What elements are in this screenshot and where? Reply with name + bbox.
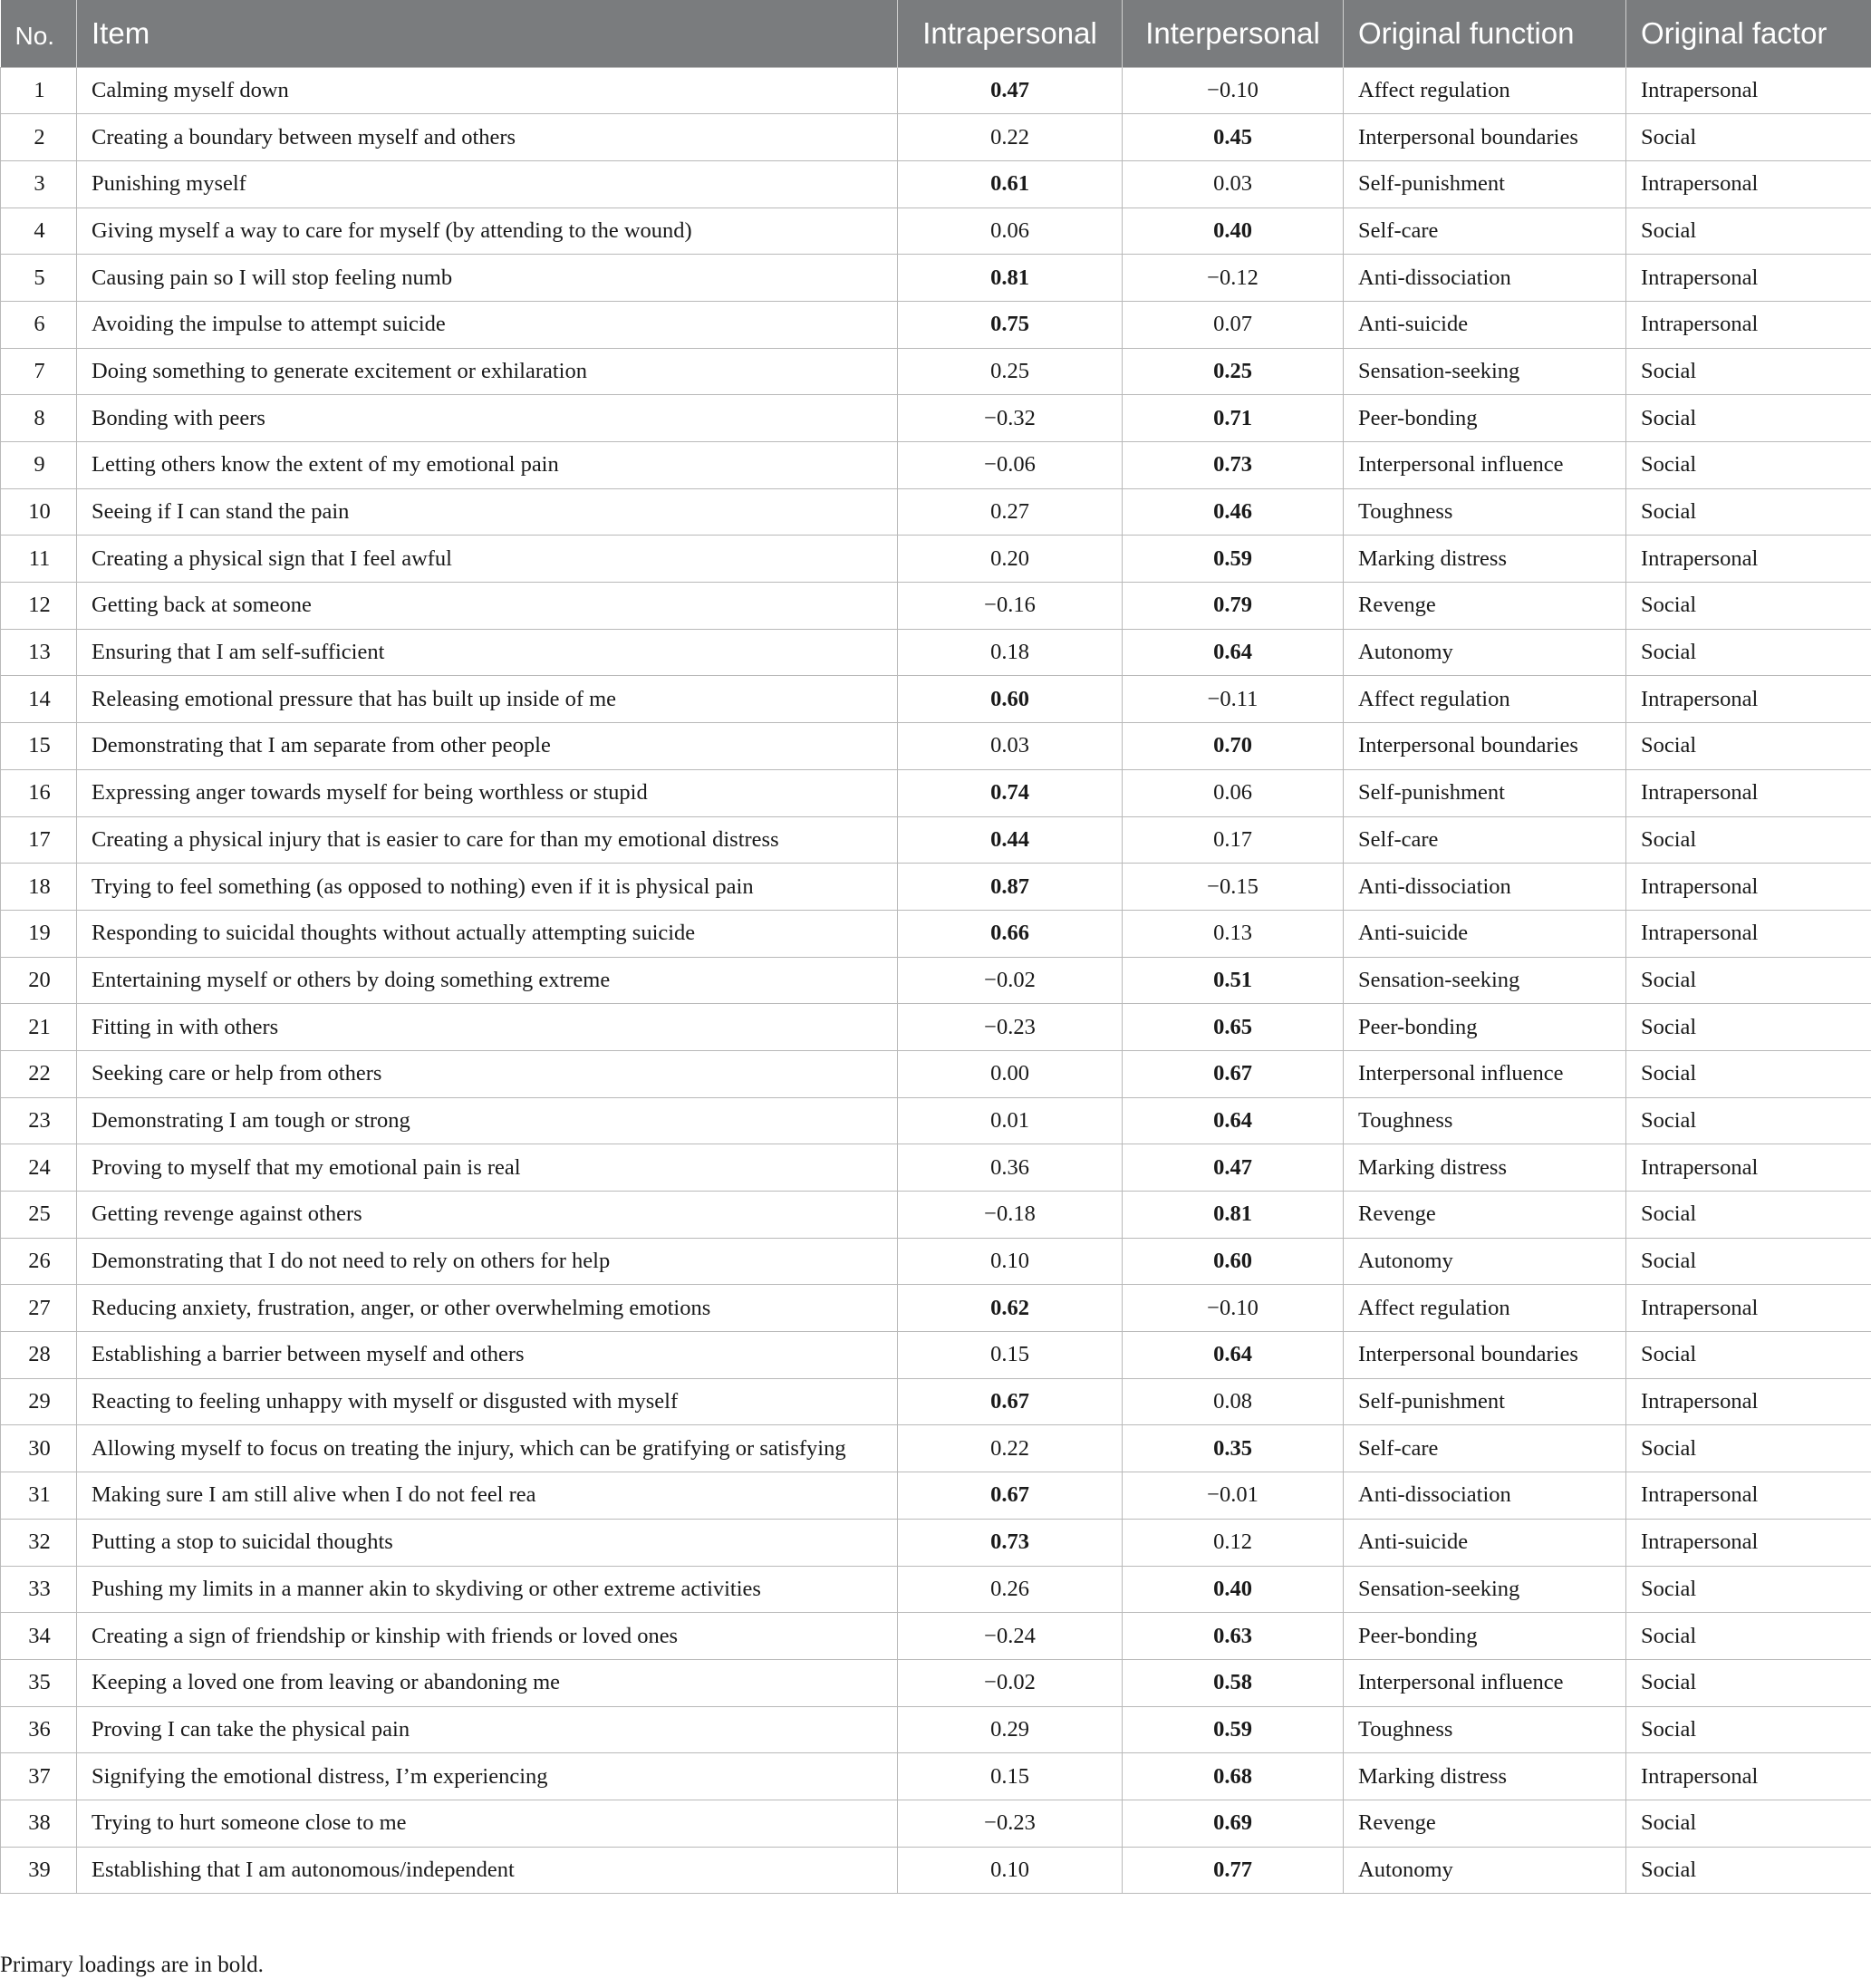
cell-no: 8 — [1, 395, 77, 442]
table-row — [1, 1472, 1871, 1520]
cell-item: Establishing that I am autonomous/independent — [77, 1847, 898, 1894]
cell-intrapersonal-loading: −0.23 — [898, 1004, 1123, 1051]
cell-no: 30 — [1, 1425, 77, 1472]
cell-interpersonal-loading: 0.67 — [1123, 1050, 1344, 1097]
cell-original-function: Interpersonal influence — [1344, 442, 1626, 489]
cell-original-factor: Social — [1626, 583, 1871, 630]
cell-item: Calming myself down — [77, 67, 898, 114]
cell-item: Creating a physical sign that I feel awful — [77, 536, 898, 583]
cell-intrapersonal-loading: 0.29 — [898, 1706, 1123, 1753]
cell-original-factor: Social — [1626, 1706, 1871, 1753]
cell-interpersonal-loading: 0.12 — [1123, 1519, 1344, 1566]
cell-original-function: Anti-dissociation — [1344, 864, 1626, 911]
cell-original-function: Peer-bonding — [1344, 1613, 1626, 1660]
cell-item: Keeping a loved one from leaving or abandoning me — [77, 1659, 898, 1706]
table-row — [1, 255, 1871, 302]
cell-intrapersonal-loading: −0.02 — [898, 957, 1123, 1004]
cell-no: 15 — [1, 723, 77, 770]
cell-original-function: Anti-suicide — [1344, 1519, 1626, 1566]
cell-item: Entertaining myself or others by doing something extreme — [77, 957, 898, 1004]
cell-item: Bonding with peers — [77, 395, 898, 442]
cell-original-factor: Intrapersonal — [1626, 910, 1871, 957]
cell-original-factor: Social — [1626, 723, 1871, 770]
cell-item: Proving to myself that my emotional pain is real — [77, 1144, 898, 1192]
cell-original-factor: Social — [1626, 1004, 1871, 1051]
cell-original-function: Sensation-seeking — [1344, 348, 1626, 395]
cell-interpersonal-loading: −0.12 — [1123, 255, 1344, 302]
cell-original-function: Self-care — [1344, 207, 1626, 255]
cell-intrapersonal-loading: 0.67 — [898, 1472, 1123, 1520]
table-row — [1, 1192, 1871, 1239]
table-row — [1, 488, 1871, 536]
table-row — [1, 583, 1871, 630]
cell-no: 4 — [1, 207, 77, 255]
cell-original-function: Affect regulation — [1344, 1285, 1626, 1332]
table-row — [1, 1659, 1871, 1706]
cell-item: Reducing anxiety, frustration, anger, or other overwhelming emotions — [77, 1285, 898, 1332]
cell-original-function: Interpersonal influence — [1344, 1659, 1626, 1706]
cell-item: Pushing my limits in a manner akin to skydiving or other extreme activities — [77, 1566, 898, 1613]
table-row — [1, 1144, 1871, 1192]
cell-original-function: Toughness — [1344, 1097, 1626, 1144]
cell-original-factor: Intrapersonal — [1626, 301, 1871, 348]
table-row — [1, 1613, 1871, 1660]
cell-interpersonal-loading: 0.45 — [1123, 114, 1344, 161]
cell-no: 35 — [1, 1659, 77, 1706]
cell-intrapersonal-loading: −0.32 — [898, 395, 1123, 442]
cell-original-factor: Intrapersonal — [1626, 67, 1871, 114]
cell-no: 21 — [1, 1004, 77, 1051]
cell-no: 34 — [1, 1613, 77, 1660]
cell-intrapersonal-loading: 0.62 — [898, 1285, 1123, 1332]
cell-original-factor: Intrapersonal — [1626, 160, 1871, 207]
cell-item: Creating a physical injury that is easier to care for than my emotional distress — [77, 816, 898, 864]
cell-no: 37 — [1, 1753, 77, 1800]
cell-no: 22 — [1, 1050, 77, 1097]
cell-item: Releasing emotional pressure that has built up inside of me — [77, 676, 898, 723]
cell-original-factor: Intrapersonal — [1626, 676, 1871, 723]
table-footnote: Primary loadings are in bold. — [0, 1953, 264, 1977]
cell-interpersonal-loading: 0.17 — [1123, 816, 1344, 864]
cell-interpersonal-loading: 0.40 — [1123, 1566, 1344, 1613]
cell-intrapersonal-loading: −0.06 — [898, 442, 1123, 489]
cell-interpersonal-loading: 0.07 — [1123, 301, 1344, 348]
cell-intrapersonal-loading: 0.67 — [898, 1378, 1123, 1425]
cell-original-factor: Social — [1626, 1613, 1871, 1660]
table-row — [1, 536, 1871, 583]
cell-original-factor: Intrapersonal — [1626, 1472, 1871, 1520]
cell-no: 24 — [1, 1144, 77, 1192]
table-row — [1, 1238, 1871, 1285]
cell-no: 6 — [1, 301, 77, 348]
cell-original-function: Anti-suicide — [1344, 301, 1626, 348]
cell-original-factor: Social — [1626, 1050, 1871, 1097]
cell-original-function: Interpersonal influence — [1344, 1050, 1626, 1097]
cell-interpersonal-loading: 0.71 — [1123, 395, 1344, 442]
cell-original-factor: Social — [1626, 395, 1871, 442]
cell-original-function: Marking distress — [1344, 536, 1626, 583]
header-interpersonal: Interpersonal — [1123, 0, 1344, 67]
table-row — [1, 395, 1871, 442]
cell-original-factor: Social — [1626, 1332, 1871, 1379]
cell-item: Allowing myself to focus on treating the injury, which can be gratifying or satisfying — [77, 1425, 898, 1472]
cell-no: 31 — [1, 1472, 77, 1520]
cell-no: 27 — [1, 1285, 77, 1332]
cell-item: Trying to hurt someone close to me — [77, 1800, 898, 1847]
cell-interpersonal-loading: 0.64 — [1123, 629, 1344, 676]
cell-interpersonal-loading: −0.15 — [1123, 864, 1344, 911]
cell-no: 29 — [1, 1378, 77, 1425]
cell-original-function: Anti-suicide — [1344, 910, 1626, 957]
cell-interpersonal-loading: 0.35 — [1123, 1425, 1344, 1472]
table-body — [1, 67, 1871, 1894]
cell-interpersonal-loading: 0.13 — [1123, 910, 1344, 957]
cell-no: 9 — [1, 442, 77, 489]
table-row — [1, 1050, 1871, 1097]
header-item: Item — [77, 0, 898, 67]
cell-original-factor: Intrapersonal — [1626, 1753, 1871, 1800]
table-row — [1, 67, 1871, 114]
cell-intrapersonal-loading: −0.24 — [898, 1613, 1123, 1660]
table-row — [1, 910, 1871, 957]
cell-original-function: Interpersonal boundaries — [1344, 723, 1626, 770]
table-row — [1, 864, 1871, 911]
cell-no: 38 — [1, 1800, 77, 1847]
table-row — [1, 1378, 1871, 1425]
cell-original-factor: Social — [1626, 207, 1871, 255]
cell-no: 32 — [1, 1519, 77, 1566]
cell-original-function: Self-punishment — [1344, 1378, 1626, 1425]
table-row — [1, 301, 1871, 348]
cell-interpersonal-loading: 0.65 — [1123, 1004, 1344, 1051]
cell-no: 25 — [1, 1192, 77, 1239]
cell-interpersonal-loading: 0.64 — [1123, 1097, 1344, 1144]
cell-intrapersonal-loading: 0.22 — [898, 1425, 1123, 1472]
cell-intrapersonal-loading: 0.27 — [898, 488, 1123, 536]
cell-original-function: Anti-dissociation — [1344, 1472, 1626, 1520]
cell-original-function: Marking distress — [1344, 1753, 1626, 1800]
table-row — [1, 1847, 1871, 1894]
cell-item: Responding to suicidal thoughts without actually attempting suicide — [77, 910, 898, 957]
cell-intrapersonal-loading: 0.60 — [898, 676, 1123, 723]
cell-no: 26 — [1, 1238, 77, 1285]
cell-original-factor: Social — [1626, 816, 1871, 864]
cell-intrapersonal-loading: 0.10 — [898, 1847, 1123, 1894]
cell-interpersonal-loading: −0.10 — [1123, 1285, 1344, 1332]
cell-interpersonal-loading: 0.08 — [1123, 1378, 1344, 1425]
cell-original-factor: Social — [1626, 957, 1871, 1004]
cell-interpersonal-loading: 0.68 — [1123, 1753, 1344, 1800]
cell-item: Proving I can take the physical pain — [77, 1706, 898, 1753]
cell-original-factor: Social — [1626, 1566, 1871, 1613]
cell-original-function: Interpersonal boundaries — [1344, 1332, 1626, 1379]
cell-intrapersonal-loading: 0.73 — [898, 1519, 1123, 1566]
cell-item: Seeking care or help from others — [77, 1050, 898, 1097]
cell-original-factor: Social — [1626, 1192, 1871, 1239]
cell-original-factor: Intrapersonal — [1626, 1378, 1871, 1425]
cell-original-function: Marking distress — [1344, 1144, 1626, 1192]
cell-interpersonal-loading: 0.58 — [1123, 1659, 1344, 1706]
table-row — [1, 957, 1871, 1004]
cell-original-function: Self-care — [1344, 1425, 1626, 1472]
cell-intrapersonal-loading: 0.36 — [898, 1144, 1123, 1192]
table-row — [1, 1519, 1871, 1566]
cell-intrapersonal-loading: 0.75 — [898, 301, 1123, 348]
cell-intrapersonal-loading: 0.03 — [898, 723, 1123, 770]
cell-original-factor: Social — [1626, 348, 1871, 395]
cell-interpersonal-loading: −0.10 — [1123, 67, 1344, 114]
cell-original-factor: Social — [1626, 629, 1871, 676]
header-no: No. — [1, 0, 77, 67]
cell-intrapersonal-loading: −0.02 — [898, 1659, 1123, 1706]
table-row — [1, 1425, 1871, 1472]
cell-original-function: Autonomy — [1344, 1238, 1626, 1285]
table-row — [1, 1004, 1871, 1051]
cell-interpersonal-loading: 0.64 — [1123, 1332, 1344, 1379]
table-row — [1, 1753, 1871, 1800]
cell-original-function: Interpersonal boundaries — [1344, 114, 1626, 161]
cell-no: 20 — [1, 957, 77, 1004]
table-row — [1, 442, 1871, 489]
cell-item: Making sure I am still alive when I do not feel rea — [77, 1472, 898, 1520]
cell-interpersonal-loading: 0.77 — [1123, 1847, 1344, 1894]
cell-item: Demonstrating that I do not need to rely on others for help — [77, 1238, 898, 1285]
table-row — [1, 629, 1871, 676]
table-row — [1, 1706, 1871, 1753]
cell-no: 36 — [1, 1706, 77, 1753]
cell-intrapersonal-loading: −0.23 — [898, 1800, 1123, 1847]
table-row — [1, 1285, 1871, 1332]
cell-interpersonal-loading: 0.40 — [1123, 207, 1344, 255]
cell-no: 11 — [1, 536, 77, 583]
cell-item: Putting a stop to suicidal thoughts — [77, 1519, 898, 1566]
cell-original-function: Revenge — [1344, 583, 1626, 630]
cell-original-function: Autonomy — [1344, 629, 1626, 676]
cell-original-function: Affect regulation — [1344, 67, 1626, 114]
cell-interpersonal-loading: −0.01 — [1123, 1472, 1344, 1520]
cell-original-function: Sensation-seeking — [1344, 1566, 1626, 1613]
cell-original-factor: Intrapersonal — [1626, 536, 1871, 583]
cell-no: 13 — [1, 629, 77, 676]
cell-item: Getting back at someone — [77, 583, 898, 630]
cell-no: 33 — [1, 1566, 77, 1613]
cell-item: Doing something to generate excitement or exhilaration — [77, 348, 898, 395]
cell-no: 39 — [1, 1847, 77, 1894]
cell-item: Seeing if I can stand the pain — [77, 488, 898, 536]
cell-intrapersonal-loading: 0.15 — [898, 1332, 1123, 1379]
cell-intrapersonal-loading: 0.18 — [898, 629, 1123, 676]
cell-interpersonal-loading: 0.70 — [1123, 723, 1344, 770]
cell-original-function: Toughness — [1344, 1706, 1626, 1753]
cell-interpersonal-loading: 0.47 — [1123, 1144, 1344, 1192]
cell-original-factor: Social — [1626, 442, 1871, 489]
cell-no: 7 — [1, 348, 77, 395]
cell-item: Establishing a barrier between myself and others — [77, 1332, 898, 1379]
cell-no: 14 — [1, 676, 77, 723]
cell-no: 2 — [1, 114, 77, 161]
table-row — [1, 1800, 1871, 1847]
cell-item: Punishing myself — [77, 160, 898, 207]
cell-original-factor: Intrapersonal — [1626, 769, 1871, 816]
cell-interpersonal-loading: 0.03 — [1123, 160, 1344, 207]
cell-original-function: Self-care — [1344, 816, 1626, 864]
cell-interpersonal-loading: 0.51 — [1123, 957, 1344, 1004]
cell-intrapersonal-loading: 0.10 — [898, 1238, 1123, 1285]
cell-original-function: Affect regulation — [1344, 676, 1626, 723]
cell-interpersonal-loading: 0.81 — [1123, 1192, 1344, 1239]
cell-original-factor: Intrapersonal — [1626, 1285, 1871, 1332]
cell-item: Letting others know the extent of my emotional pain — [77, 442, 898, 489]
cell-no: 28 — [1, 1332, 77, 1379]
cell-original-factor: Social — [1626, 114, 1871, 161]
cell-interpersonal-loading: 0.60 — [1123, 1238, 1344, 1285]
cell-original-function: Anti-dissociation — [1344, 255, 1626, 302]
header-original-factor: Original factor — [1641, 15, 1828, 50]
cell-original-function: Self-punishment — [1344, 160, 1626, 207]
table-row — [1, 207, 1871, 255]
cell-interpersonal-loading: −0.11 — [1123, 676, 1344, 723]
cell-intrapersonal-loading: 0.25 — [898, 348, 1123, 395]
header-intrapersonal: Intrapersonal — [898, 0, 1123, 67]
cell-original-factor: Social — [1626, 1425, 1871, 1472]
cell-original-factor: Social — [1626, 1238, 1871, 1285]
cell-no: 23 — [1, 1097, 77, 1144]
cell-no: 5 — [1, 255, 77, 302]
cell-intrapersonal-loading: 0.20 — [898, 536, 1123, 583]
cell-interpersonal-loading: 0.79 — [1123, 583, 1344, 630]
cell-item: Creating a boundary between myself and others — [77, 114, 898, 161]
cell-intrapersonal-loading: 0.06 — [898, 207, 1123, 255]
cell-original-factor: Social — [1626, 1097, 1871, 1144]
cell-original-factor: Social — [1626, 488, 1871, 536]
cell-intrapersonal-loading: 0.15 — [898, 1753, 1123, 1800]
cell-item: Fitting in with others — [77, 1004, 898, 1051]
cell-original-function: Toughness — [1344, 488, 1626, 536]
cell-original-factor: Intrapersonal — [1626, 255, 1871, 302]
cell-original-factor: Intrapersonal — [1626, 864, 1871, 911]
cell-original-function: Revenge — [1344, 1800, 1626, 1847]
table-row — [1, 160, 1871, 207]
cell-item: Avoiding the impulse to attempt suicide — [77, 301, 898, 348]
cell-no: 10 — [1, 488, 77, 536]
cell-interpersonal-loading: 0.69 — [1123, 1800, 1344, 1847]
cell-original-factor: Intrapersonal — [1626, 1519, 1871, 1566]
cell-intrapersonal-loading: 0.44 — [898, 816, 1123, 864]
cell-no: 17 — [1, 816, 77, 864]
cell-item: Demonstrating that I am separate from other people — [77, 723, 898, 770]
table-row — [1, 816, 1871, 864]
cell-intrapersonal-loading: 0.00 — [898, 1050, 1123, 1097]
cell-no: 1 — [1, 67, 77, 114]
cell-no: 12 — [1, 583, 77, 630]
cell-intrapersonal-loading: 0.47 — [898, 67, 1123, 114]
cell-intrapersonal-loading: 0.22 — [898, 114, 1123, 161]
cell-interpersonal-loading: 0.73 — [1123, 442, 1344, 489]
cell-item: Getting revenge against others — [77, 1192, 898, 1239]
table-row — [1, 1566, 1871, 1613]
cell-interpersonal-loading: 0.06 — [1123, 769, 1344, 816]
cell-item: Causing pain so I will stop feeling numb — [77, 255, 898, 302]
cell-interpersonal-loading: 0.63 — [1123, 1613, 1344, 1660]
cell-original-factor: Social — [1626, 1847, 1871, 1894]
cell-intrapersonal-loading: 0.74 — [898, 769, 1123, 816]
cell-original-function: Peer-bonding — [1344, 395, 1626, 442]
table-row — [1, 723, 1871, 770]
cell-original-factor: Social — [1626, 1659, 1871, 1706]
cell-original-function: Autonomy — [1344, 1847, 1626, 1894]
table-row — [1, 1097, 1871, 1144]
table-header-row — [1, 0, 1871, 67]
cell-original-function: Self-punishment — [1344, 769, 1626, 816]
cell-interpersonal-loading: 0.25 — [1123, 348, 1344, 395]
table-row — [1, 114, 1871, 161]
cell-intrapersonal-loading: 0.26 — [898, 1566, 1123, 1613]
cell-no: 18 — [1, 864, 77, 911]
cell-intrapersonal-loading: 0.01 — [898, 1097, 1123, 1144]
table-row — [1, 1332, 1871, 1379]
cell-intrapersonal-loading: 0.61 — [898, 160, 1123, 207]
cell-interpersonal-loading: 0.59 — [1123, 1706, 1344, 1753]
cell-item: Demonstrating I am tough or strong — [77, 1097, 898, 1144]
table-row — [1, 676, 1871, 723]
cell-item: Trying to feel something (as opposed to nothing) even if it is physical pain — [77, 864, 898, 911]
cell-interpersonal-loading: 0.46 — [1123, 488, 1344, 536]
cell-item: Ensuring that I am self-sufficient — [77, 629, 898, 676]
cell-intrapersonal-loading: 0.81 — [898, 255, 1123, 302]
cell-no: 16 — [1, 769, 77, 816]
cell-item: Giving myself a way to care for myself (by attending to the wound) — [77, 207, 898, 255]
cell-item: Reacting to feeling unhappy with myself or disgusted with myself — [77, 1378, 898, 1425]
cell-intrapersonal-loading: −0.18 — [898, 1192, 1123, 1239]
table-row — [1, 348, 1871, 395]
table-row — [1, 769, 1871, 816]
header-original-function: Original function — [1344, 0, 1626, 67]
cell-no: 19 — [1, 910, 77, 957]
cell-intrapersonal-loading: 0.87 — [898, 864, 1123, 911]
cell-interpersonal-loading: 0.59 — [1123, 536, 1344, 583]
cell-original-function: Revenge — [1344, 1192, 1626, 1239]
cell-original-function: Peer-bonding — [1344, 1004, 1626, 1051]
cell-original-function: Sensation-seeking — [1344, 957, 1626, 1004]
cell-original-factor: Social — [1626, 1800, 1871, 1847]
cell-item: Signifying the emotional distress, I’m experiencing — [77, 1753, 898, 1800]
cell-no: 3 — [1, 160, 77, 207]
cell-original-factor: Intrapersonal — [1626, 1144, 1871, 1192]
cell-intrapersonal-loading: 0.66 — [898, 910, 1123, 957]
cell-item: Creating a sign of friendship or kinship with friends or loved ones — [77, 1613, 898, 1660]
cell-item: Expressing anger towards myself for being worthless or stupid — [77, 769, 898, 816]
cell-intrapersonal-loading: −0.16 — [898, 583, 1123, 630]
